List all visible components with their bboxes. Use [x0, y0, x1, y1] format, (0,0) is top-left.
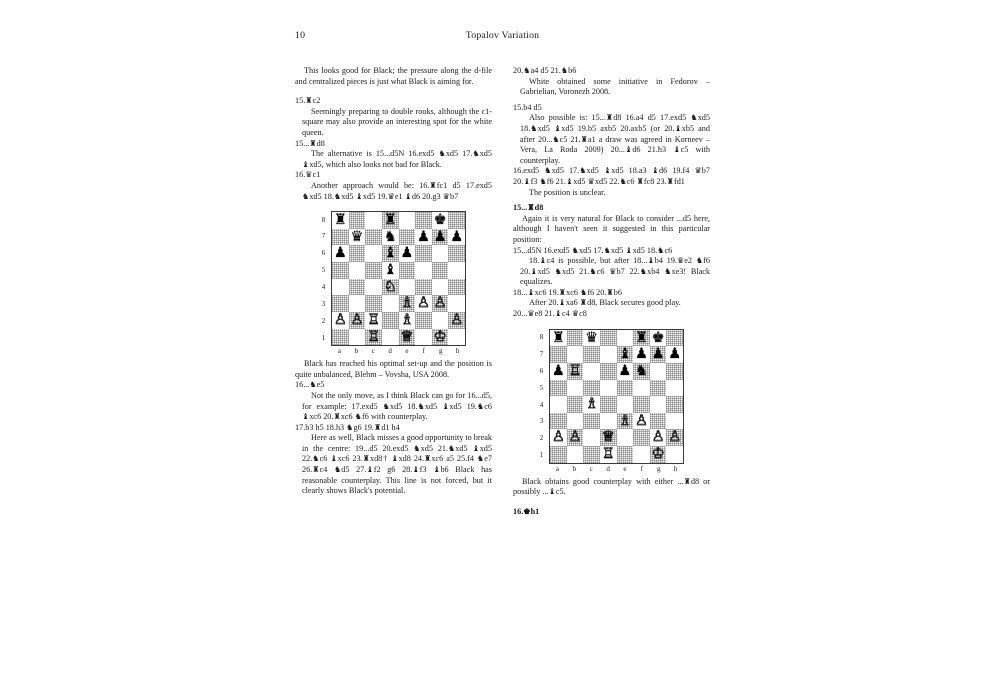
- spacer: [295, 87, 492, 96]
- square-e7: [399, 229, 416, 246]
- move-heading: 18...♝xc6 19.♜xc6 ♞f6 20.♜b6: [513, 287, 622, 297]
- annotation: 18.♝c4 is possible, but after 18...♝b4 19.♛e2 ♞f6 20.♝xd5 ♞xd5 21.♞c6 ♛b7 22.♞xb4 ♞xe3! Black equalizes.: [520, 256, 710, 287]
- square-g3: [432, 295, 449, 312]
- square-f2: [633, 429, 650, 446]
- page-content-area: [295, 30, 710, 640]
- rank-label: 7: [539, 349, 544, 358]
- square-g7: [650, 346, 667, 363]
- square-a8: [332, 212, 349, 229]
- square-d2: [600, 429, 617, 446]
- square-a4: [332, 279, 349, 296]
- square-b7: [349, 229, 366, 246]
- rank-label: 2: [321, 316, 326, 325]
- square-f3: [633, 413, 650, 430]
- square-e8: [617, 330, 634, 347]
- black-bishop-icon: ♝: [383, 245, 397, 262]
- square-d5: [382, 262, 399, 279]
- rank-labels-1: [318, 211, 329, 346]
- square-a4: [550, 396, 567, 413]
- rank-label: 1: [539, 451, 544, 460]
- file-label: h: [455, 347, 460, 356]
- square-c1: [365, 329, 382, 346]
- chess-diagram-1-wrap: [295, 211, 492, 356]
- white-bishop-icon: ♗: [400, 311, 414, 328]
- square-d2: [382, 312, 399, 329]
- file-label: e: [623, 464, 627, 473]
- black-bishop-icon: ♝: [383, 262, 397, 279]
- square-f7: [415, 229, 432, 246]
- square-d8: [382, 212, 399, 229]
- white-rook-icon: ♖: [367, 311, 381, 328]
- square-h4: [448, 279, 465, 296]
- white-rook-icon: ♖: [568, 362, 582, 379]
- white-rook-icon: ♖: [601, 446, 615, 463]
- square-b3: [567, 413, 584, 430]
- file-label: e: [405, 347, 409, 356]
- square-d4: [600, 396, 617, 413]
- square-a6: [332, 245, 349, 262]
- square-d3: [382, 295, 399, 312]
- square-g2: [650, 429, 667, 446]
- black-pawn-icon: ♟: [634, 346, 648, 363]
- annotation: After 20.♝xa6 ♜d8, Black secures good play.: [529, 298, 681, 308]
- file-labels-2: [549, 465, 684, 476]
- square-f7: [633, 346, 650, 363]
- square-b5: [349, 262, 366, 279]
- square-e2: [617, 429, 634, 446]
- black-pawn-icon: ♟: [450, 228, 464, 245]
- square-b2: [567, 429, 584, 446]
- square-e5: [399, 262, 416, 279]
- rank-label: 6: [539, 366, 544, 375]
- black-king-icon: ♚: [651, 329, 665, 346]
- square-h4: [666, 396, 683, 413]
- white-pawn-icon: ♙: [568, 429, 582, 446]
- running-title: Topalov Variation: [465, 30, 540, 41]
- square-b8: [349, 212, 366, 229]
- rank-label: 8: [321, 215, 326, 224]
- square-a5: [332, 262, 349, 279]
- file-label: c: [371, 347, 375, 356]
- square-f6: [633, 363, 650, 380]
- square-c4: [365, 279, 382, 296]
- square-c5: [365, 262, 382, 279]
- rank-label: 4: [539, 400, 544, 409]
- square-h3: [666, 413, 683, 430]
- annotation: The alternative is 15...d5N 16.exd5 ♞xd5 17.♞xd5 ♝xd5, which also looks not bad for Black.: [302, 149, 492, 169]
- square-b8: [567, 330, 584, 347]
- square-b1: [567, 446, 584, 463]
- square-f8: [633, 330, 650, 347]
- black-pawn-icon: ♟: [433, 228, 447, 245]
- square-e2: [399, 312, 416, 329]
- square-g1: [432, 329, 449, 346]
- black-knight-icon: ♞: [634, 362, 648, 379]
- square-h3: [448, 295, 465, 312]
- black-pawn-icon: ♟: [668, 346, 682, 363]
- paragraph: This looks good for Black; the pressure along the d-file and centralized pieces is just what Black is aiming for.: [295, 66, 492, 86]
- square-h2: [666, 429, 683, 446]
- file-label: b: [354, 347, 359, 356]
- white-pawn-icon: ♙: [450, 311, 464, 328]
- square-b7: [567, 346, 584, 363]
- file-label: b: [572, 464, 577, 473]
- square-b3: [349, 295, 366, 312]
- square-c2: [583, 429, 600, 446]
- square-g6: [432, 245, 449, 262]
- white-knight-icon: ♘: [383, 278, 397, 295]
- running-head: [295, 30, 710, 52]
- white-pawn-icon: ♙: [433, 295, 447, 312]
- square-c7: [583, 346, 600, 363]
- white-pawn-icon: ♙: [651, 429, 665, 446]
- chess-board-1: [331, 211, 466, 346]
- white-pawn-icon: ♙: [333, 311, 347, 328]
- square-h8: [448, 212, 465, 229]
- rank-labels-2: [536, 329, 547, 464]
- black-pawn-icon: ♟: [400, 245, 414, 262]
- left-text-column: [295, 66, 492, 641]
- page-number: 10: [295, 30, 306, 41]
- square-b5: [567, 380, 584, 397]
- paragraph: Black obtains good counterplay with either ...♜d8 or possibly ...♝c5.: [513, 476, 710, 497]
- file-label: g: [438, 347, 443, 356]
- square-f4: [633, 396, 650, 413]
- rank-label: 4: [321, 283, 326, 292]
- square-d8: [600, 330, 617, 347]
- square-f8: [415, 212, 432, 229]
- square-h1: [448, 329, 465, 346]
- right-text-column: [513, 66, 710, 641]
- square-g8: [650, 330, 667, 347]
- square-h5: [448, 262, 465, 279]
- white-pawn-icon: ♙: [416, 295, 430, 312]
- square-c5: [583, 380, 600, 397]
- square-d7: [382, 229, 399, 246]
- rank-label: 5: [539, 383, 544, 392]
- rank-label: 7: [321, 232, 326, 241]
- square-g6: [650, 363, 667, 380]
- square-e6: [617, 363, 634, 380]
- rank-label: 2: [539, 434, 544, 443]
- square-g1: [650, 446, 667, 463]
- square-c6: [583, 363, 600, 380]
- chess-diagram-2: [536, 329, 687, 473]
- square-c1: [583, 446, 600, 463]
- black-queen-icon: ♛: [585, 329, 599, 346]
- square-g7: [432, 229, 449, 246]
- rank-label: 6: [321, 249, 326, 258]
- black-pawn-icon: ♟: [618, 362, 632, 379]
- two-column-body: [295, 66, 710, 641]
- annotation: Not the only move, as I think Black can go for 16...d5, for example: 17.exd5 ♞xd5 18.♞xd5 ♝xd5 19.♞c6 ♝xc6 20.♜xc6 ♞f6 with counterplay.: [302, 390, 492, 422]
- white-pawn-icon: ♙: [551, 429, 565, 446]
- square-b1: [349, 329, 366, 346]
- square-b6: [349, 245, 366, 262]
- square-e1: [399, 329, 416, 346]
- chess-diagram-2-wrap: [513, 329, 710, 473]
- square-g3: [650, 413, 667, 430]
- white-bishop-icon: ♗: [585, 396, 599, 413]
- white-king-icon: ♔: [651, 446, 665, 463]
- square-h5: [666, 380, 683, 397]
- move-heading: 16...♞e5: [295, 380, 325, 390]
- square-a1: [332, 329, 349, 346]
- file-label: f: [422, 347, 425, 356]
- square-a1: [550, 446, 567, 463]
- square-b4: [567, 396, 584, 413]
- annotation: White obtained some initiative in Fedorov – Gabrielian, Voronezh 2008.: [520, 76, 710, 97]
- square-h7: [666, 346, 683, 363]
- square-f2: [415, 312, 432, 329]
- square-a3: [550, 413, 567, 430]
- square-a8: [550, 330, 567, 347]
- move-heading: 17.b3 h5 18.h3 ♞g6 19.♜d1 h4: [295, 422, 400, 432]
- white-queen-icon: ♕: [400, 328, 414, 345]
- square-f1: [633, 446, 650, 463]
- square-d3: [600, 413, 617, 430]
- rank-label: 1: [321, 333, 326, 342]
- black-rook-icon: ♜: [383, 212, 397, 229]
- square-a2: [550, 429, 567, 446]
- square-b6: [567, 363, 584, 380]
- file-labels-1: [331, 347, 466, 358]
- square-h7: [448, 229, 465, 246]
- annotation: Seemingly preparing to double rooks, although the c1-square may also provide an interesting spot for the white queen.: [302, 106, 492, 137]
- square-d1: [382, 329, 399, 346]
- black-pawn-icon: ♟: [651, 346, 665, 363]
- square-f5: [633, 380, 650, 397]
- rank-label: 8: [539, 333, 544, 342]
- black-rook-icon: ♜: [333, 212, 347, 229]
- square-d7: [600, 346, 617, 363]
- square-d1: [600, 446, 617, 463]
- square-c8: [583, 330, 600, 347]
- square-e4: [617, 396, 634, 413]
- white-king-icon: ♔: [433, 328, 447, 345]
- move-heading: 15...♜d8: [295, 138, 325, 148]
- main-move-heading: 16.♚h1: [513, 506, 540, 516]
- square-d5: [600, 380, 617, 397]
- move-heading: 20...♛e8 21.♝c4 ♛c8: [513, 309, 587, 319]
- move-heading: 15.♜c2: [295, 96, 321, 106]
- square-e4: [399, 279, 416, 296]
- white-bishop-icon: ♗: [618, 412, 632, 429]
- black-knight-icon: ♞: [383, 228, 397, 245]
- main-move-heading: 15...♜d8: [513, 203, 544, 213]
- square-h8: [666, 330, 683, 347]
- square-e7: [617, 346, 634, 363]
- square-f1: [415, 329, 432, 346]
- annotation: Here as well, Black misses a good opportunity to break in the centre: 19...d5 20.exd5 ♞xd5 21.♞xd5 ♝xd5 22.♞c6 ♝xc6 23.♜xd8† ♝xd8 24.♜xc6 a5 25.f4 ♞e7 26.♜c4 ♞d5 27.♝f2 g6 28.♝f3 ♝b6 Black has reasonable counterplay. This line is not forced, but it clearly shows Black's potential.: [302, 433, 492, 496]
- black-bishop-icon: ♝: [618, 346, 632, 363]
- square-e1: [617, 446, 634, 463]
- square-d6: [382, 245, 399, 262]
- square-c3: [583, 413, 600, 430]
- white-pawn-icon: ♙: [668, 429, 682, 446]
- square-a5: [550, 380, 567, 397]
- square-a3: [332, 295, 349, 312]
- square-c6: [365, 245, 382, 262]
- annotation: The position is unclear.: [529, 187, 606, 197]
- square-g5: [432, 262, 449, 279]
- square-a7: [550, 346, 567, 363]
- spacer: [513, 320, 710, 329]
- annotation: Also possible is: 15...♜d8 16.a4 d5 17.exd5 ♞xd5 18.♞xd5 ♝xd5 19.b5 axb5 20.axb5 (or 20.♝xb5 and after 20...♞c5 21.♜a1 a draw was agreed in Korneev – Vera, La Roda 2009) 20...♝d6 21.h3 ♝c5 with counterplay.: [520, 113, 710, 165]
- white-rook-icon: ♖: [367, 328, 381, 345]
- square-d6: [600, 363, 617, 380]
- move-heading: 16.exd5 ♞xd5 17.♞xd5 ♝xd5 18.a3 ♝d6 19.f4 ♛b7 20.♝f3 ♞f6 21.♝xd5 ♛xd5 22.♞c6 ♜fc8 23.♜fd1: [513, 166, 710, 186]
- square-a6: [550, 363, 567, 380]
- chess-grid-2: [550, 330, 683, 463]
- chess-diagram-1: [318, 211, 469, 356]
- square-f6: [415, 245, 432, 262]
- square-h6: [666, 363, 683, 380]
- black-queen-icon: ♛: [350, 228, 364, 245]
- square-h6: [448, 245, 465, 262]
- square-h1: [666, 446, 683, 463]
- square-a7: [332, 229, 349, 246]
- black-rook-icon: ♜: [551, 329, 565, 346]
- square-e6: [399, 245, 416, 262]
- paragraph: Again it is very natural for Black to consider ...d5 here, although I haven't seen it suggested in this particular position:: [513, 213, 710, 244]
- chess-grid-1: [332, 212, 465, 345]
- square-f5: [415, 262, 432, 279]
- file-label: d: [606, 464, 610, 473]
- white-queen-icon: ♕: [601, 429, 615, 446]
- file-label: h: [673, 464, 678, 473]
- square-d4: [382, 279, 399, 296]
- rank-label: 3: [539, 417, 544, 426]
- square-c4: [583, 396, 600, 413]
- black-pawn-icon: ♟: [333, 245, 347, 262]
- file-label: a: [555, 464, 559, 473]
- white-bishop-icon: ♗: [400, 295, 414, 312]
- square-g4: [432, 279, 449, 296]
- square-b4: [349, 279, 366, 296]
- square-e5: [617, 380, 634, 397]
- spacer: [295, 202, 492, 211]
- annotation: Another approach would be: 16.♜fc1 d5 17.exd5 ♞xd5 18.♞xd5 ♝xd5 19.♛e1 ♝d6 20.g3 ♛b7: [302, 180, 492, 201]
- move-heading: 20.♞a4 d5 21.♞b6: [513, 66, 577, 75]
- square-a2: [332, 312, 349, 329]
- square-c8: [365, 212, 382, 229]
- square-f3: [415, 295, 432, 312]
- paragraph: Black has reached his optimal set-up and the position is quite unbalanced, Blehm – Vovsha, USA 2008.: [295, 359, 492, 379]
- file-label: c: [589, 464, 593, 473]
- square-g8: [432, 212, 449, 229]
- black-rook-icon: ♜: [634, 329, 648, 346]
- spacer: [513, 498, 710, 507]
- rank-label: 5: [321, 266, 326, 275]
- white-pawn-icon: ♙: [634, 412, 648, 429]
- square-c7: [365, 229, 382, 246]
- file-label: g: [656, 464, 661, 473]
- black-pawn-icon: ♟: [416, 228, 430, 245]
- square-e3: [617, 413, 634, 430]
- white-pawn-icon: ♙: [350, 311, 364, 328]
- square-b2: [349, 312, 366, 329]
- black-pawn-icon: ♟: [551, 362, 565, 379]
- square-g2: [432, 312, 449, 329]
- square-g4: [650, 396, 667, 413]
- file-label: a: [337, 347, 341, 356]
- rank-label: 3: [321, 299, 326, 308]
- chess-board-2: [549, 329, 684, 464]
- move-heading: 16.♛c1: [295, 170, 321, 180]
- square-e3: [399, 295, 416, 312]
- black-king-icon: ♚: [433, 212, 447, 229]
- square-f4: [415, 279, 432, 296]
- square-g5: [650, 380, 667, 397]
- move-heading: 15.b4 d5: [513, 102, 542, 112]
- square-h2: [448, 312, 465, 329]
- file-label: f: [640, 464, 643, 473]
- square-c3: [365, 295, 382, 312]
- square-e8: [399, 212, 416, 229]
- file-label: d: [388, 347, 392, 356]
- move-heading: 15...d5N 16.exd5 ♞xd5 17.♞xd5 ♝xd5 18.♞c6: [513, 245, 673, 255]
- square-c2: [365, 312, 382, 329]
